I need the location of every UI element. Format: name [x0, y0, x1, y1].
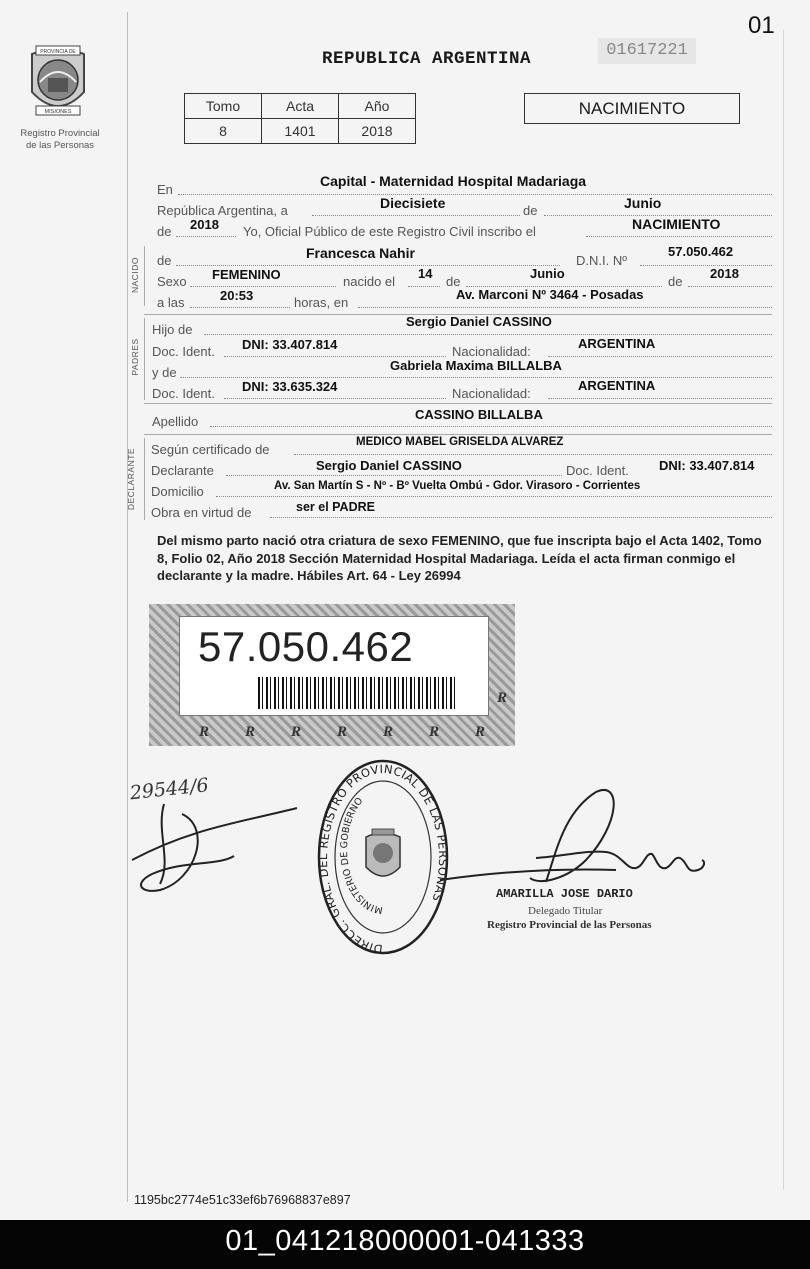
horas-label: horas, en — [294, 295, 349, 310]
birth-time: 20:53 — [220, 288, 254, 303]
dotted-line — [312, 215, 520, 216]
declarante-section-label: DECLARANTE — [126, 447, 136, 511]
declarant-signature-text: 29544/6 — [128, 774, 210, 805]
de-label: de — [157, 224, 172, 239]
nacido-section-label: NACIDO — [130, 256, 140, 294]
dotted-line — [210, 426, 772, 427]
mother-name: Gabriela Maxima BILLALBA — [390, 358, 562, 373]
sticker-pattern-letter: R — [245, 724, 256, 740]
dotted-line — [688, 286, 772, 287]
section-bar — [144, 246, 145, 306]
nacido-label: nacido el — [343, 274, 396, 289]
mother-doc: DNI: 33.635.324 — [242, 379, 338, 394]
marginal-note: Del mismo parto nació otra criatura de sexo FEMENINO, que fue inscripta bajo el Acta 1402, Tomo 8, Folio 02, Año 2018 Sección Maternidad Hospital Madariaga. Leída el acta firman conmigo el declarante y la madre. Hábiles Art. 64 - Ley 26994 — [157, 533, 762, 583]
domicilio-label: Domicilio — [151, 484, 204, 499]
crest-caption-line2: de las Personas — [25, 140, 95, 151]
registration-year: 2018 — [190, 217, 219, 232]
de-label: de — [523, 203, 538, 218]
document-title: REPUBLICA ARGENTINA — [322, 49, 532, 69]
svg-text:MISIONES: MISIONES — [44, 109, 72, 115]
dotted-line — [190, 286, 336, 287]
certificado-label: Según certificado de — [151, 442, 270, 457]
dni-sticker-label — [179, 616, 489, 716]
footer-id: 01_041218000001-041333 — [225, 1225, 585, 1257]
svg-text:PROVINCIA DE: PROVINCIA DE — [40, 49, 76, 55]
seal-inner-text: MINISTERIO DE GOBIERNO — [338, 795, 384, 916]
sticker-pattern-letter: R — [337, 724, 348, 740]
official-signature — [436, 782, 716, 902]
registry-table-header-row — [185, 94, 416, 119]
nationality-label: Nacionalidad: — [452, 344, 531, 359]
hijo-label: Hijo de — [152, 322, 193, 337]
doc-label: Doc. Ident. — [152, 386, 215, 401]
declarant-signature — [122, 762, 307, 917]
dotted-line — [586, 236, 772, 237]
birth-year: 2018 — [710, 266, 739, 281]
registry-table — [184, 93, 416, 144]
registry-seal — [316, 757, 450, 957]
de-label: de — [446, 274, 461, 289]
page-number: 01 — [748, 12, 775, 39]
apellido-label: Apellido — [152, 414, 199, 429]
republica-label: República Argentina, a — [157, 203, 288, 218]
surname-value: CASSINO BILLALBA — [415, 407, 543, 422]
obra-label: Obra en virtud de — [151, 505, 252, 520]
dotted-line — [180, 377, 772, 378]
registry-table-value-row — [185, 119, 416, 144]
right-margin-line — [783, 30, 784, 1190]
en-label: En — [157, 182, 173, 197]
dotted-line — [640, 265, 772, 266]
dotted-line — [176, 236, 236, 237]
dotted-line — [408, 286, 440, 287]
y-de-label: y de — [152, 365, 177, 380]
certificate-value: MEDICO MABEL GRISELDA ALVAREZ — [356, 436, 564, 448]
crest-caption — [10, 128, 110, 152]
dni-sticker-number: 57.050.462 — [198, 623, 414, 670]
birth-address: Av. Marconi Nº 3464 - Posadas — [456, 287, 644, 302]
birth-month: Junio — [530, 266, 565, 281]
dotted-line — [270, 517, 772, 518]
de-label: de — [668, 274, 683, 289]
padres-section-label: PADRES — [130, 338, 140, 376]
dotted-line — [358, 307, 772, 308]
registry-value-acta: 1401 — [262, 119, 339, 144]
nationality-label: Nacionalidad: — [452, 386, 531, 401]
section-divider — [144, 434, 772, 435]
dotted-line — [204, 334, 772, 335]
sticker-pattern-letter: R — [475, 724, 486, 740]
officer-text: Yo, Oficial Público de este Registro Civil inscribo el — [243, 224, 536, 239]
dotted-line — [176, 265, 560, 266]
dni-label: D.N.I. Nº — [576, 253, 627, 268]
registry-header-anio: Año — [339, 94, 416, 119]
birth-day: 14 — [418, 266, 433, 281]
sticker-pattern-letter: R — [291, 724, 302, 740]
dotted-line — [190, 307, 290, 308]
sticker-pattern-letter: R — [497, 690, 508, 706]
signatory-office: Registro Provincial de las Personas — [487, 919, 652, 931]
hora-label: a las — [157, 295, 185, 310]
dotted-line — [224, 398, 446, 399]
registry-header-tomo: Tomo — [185, 94, 262, 119]
registry-header-acta: Acta — [262, 94, 339, 119]
margin-line — [127, 12, 128, 1202]
father-name: Sergio Daniel CASSINO — [406, 314, 552, 329]
record-word: NACIMIENTO — [632, 216, 721, 232]
serial-number: 01617221 — [598, 38, 696, 64]
sticker-pattern-letter: R — [429, 724, 440, 740]
section-divider — [144, 403, 772, 404]
provincial-crest-logo — [24, 42, 92, 122]
doc-label: Doc. Ident. — [152, 344, 215, 359]
signatory-role: Delegado Titular — [528, 905, 603, 917]
section-bar — [144, 318, 145, 400]
signatory-name: AMARILLA JOSE DARIO — [496, 887, 633, 901]
declarant-name: Sergio Daniel CASSINO — [316, 458, 462, 473]
dni-sticker — [149, 604, 515, 746]
dotted-line — [294, 454, 772, 455]
dotted-line — [548, 356, 772, 357]
registration-day: Diecisiete — [380, 195, 446, 211]
declarante-label: Declarante — [151, 463, 214, 478]
declarant-address: Av. San Martín S - Nº - Bº Vuelta Ombú - Gdor. Virasoro - Corrientes — [274, 480, 641, 492]
seal-crest-icon — [366, 829, 400, 876]
registry-value-tomo: 8 — [185, 119, 262, 144]
sexo-label: Sexo — [157, 274, 187, 289]
child-sex: FEMENINO — [212, 267, 281, 282]
de-label: de — [157, 253, 172, 268]
father-nationality: ARGENTINA — [578, 336, 656, 351]
child-name: Francesca Nahir — [306, 245, 415, 261]
dotted-line — [224, 356, 446, 357]
seal-ring-text: DIRECC. GRAL. DEL REGISTRO PROVINCIAL DE LAS PERSONAS — [316, 761, 450, 957]
sticker-pattern-letter: R — [199, 724, 210, 740]
registration-place: Capital - Maternidad Hospital Madariaga — [320, 173, 587, 189]
registration-month: Junio — [624, 195, 662, 211]
section-bar — [144, 438, 145, 520]
dotted-line — [216, 496, 772, 497]
doc-label: Doc. Ident. — [566, 463, 629, 478]
dotted-line — [548, 398, 772, 399]
sticker-pattern-letter: R — [383, 724, 394, 740]
registry-value-anio: 2018 — [339, 119, 416, 144]
child-dni: 57.050.462 — [668, 244, 734, 259]
crest-caption-line1: Registro Provincial — [20, 128, 100, 139]
record-type-box: NACIMIENTO — [524, 93, 740, 124]
declarant-capacity: ser el PADRE — [296, 500, 375, 514]
father-doc: DNI: 33.407.814 — [242, 337, 338, 352]
declarant-doc: DNI: 33.407.814 — [659, 458, 755, 473]
dotted-line — [226, 475, 562, 476]
mother-nationality: ARGENTINA — [578, 378, 656, 393]
barcode — [258, 677, 458, 709]
document-hash: 1195bc2774e51c33ef6b76968837e897 — [134, 1193, 351, 1207]
dotted-line — [178, 194, 772, 195]
footer-id-bar — [0, 1220, 810, 1269]
